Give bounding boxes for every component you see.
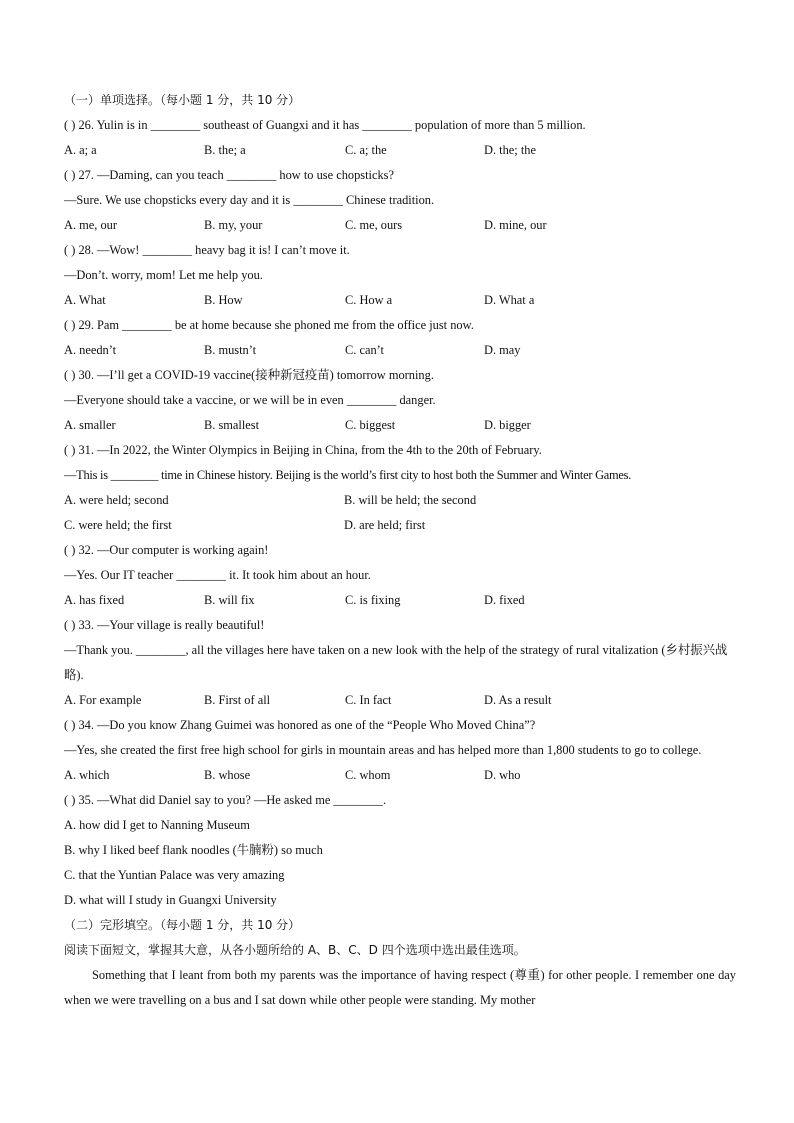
question-31-options-row1 [64,488,736,513]
option-a[interactable]: A. needn’t [64,343,117,357]
option-b[interactable]: B. why I liked beef flank noodles (牛腩粉) so much [64,843,323,857]
question-35-stem: ( ) 35. —What did Daniel say to you? —He asked me ________. [64,793,387,807]
section-2-instruction: 阅读下面短文，掌握其大意，从各小题所给的 A、B、C、D 四个选项中选出最佳选项。 [64,943,526,957]
option-c[interactable]: C. can’t [345,343,384,357]
option-a[interactable]: A. were held; second [64,493,169,507]
question-28-stem: ( ) 28. —Wow! ________ heavy bag it is! I can’t move it. [64,243,350,257]
option-c[interactable]: C. me, ours [345,218,403,232]
option-c[interactable]: C. were held; the first [64,518,172,532]
option-c[interactable]: C. that the Yuntian Palace was very amazing [64,868,285,882]
option-c[interactable]: C. biggest [345,418,396,432]
question-30-reply: —Everyone should take a vaccine, or we will be in even ________ danger. [64,393,436,407]
question-32-reply: —Yes. Our IT teacher ________ it. It took him about an hour. [64,568,371,582]
question-28-reply: —Don’t. worry, mom! Let me help you. [64,268,263,282]
option-b[interactable]: B. my, your [204,218,263,232]
option-d[interactable]: D. mine, our [484,218,547,232]
exam-page [64,88,736,1013]
question-27-stem: ( ) 27. —Daming, can you teach ________ how to use chopsticks? [64,168,395,182]
section-1-title: （一）单项选择。（每小题 1 分，共 10 分） [64,93,301,107]
question-34-reply: —Yes, she created the first free high school for girls in mountain areas and has helped more than 1,800 students to go to college. [64,743,702,757]
question-31-options-row2 [64,513,736,538]
option-a[interactable]: A. has fixed [64,593,125,607]
question-30-stem: ( ) 30. —I’ll get a COVID-19 vaccine(接种新冠疫苗) tomorrow morning. [64,368,434,382]
option-d[interactable]: D. bigger [484,418,531,432]
option-d[interactable]: D. may [484,343,521,357]
question-26-stem: ( ) 26. Yulin is in ________ southeast of Guangxi and it has ________ population of more than 5 million. [64,118,586,132]
question-33-reply: —Thank you. ________, all the villages here have taken on a new look with the help of the strategy of rural vitalization (乡村振兴战略). [64,643,728,682]
option-a[interactable]: A. For example [64,693,142,707]
question-32-stem: ( ) 32. —Our computer is working again! [64,543,269,557]
option-b[interactable]: B. First of all [204,693,271,707]
cloze-paragraph: Something that I leant from both my parents was the importance of having respect (尊重) for other people. I remember one day when we were travelling on a bus and I sat down while other people were standing. My mother [64,968,736,1007]
question-33-options [64,688,736,713]
question-34-options [64,763,736,788]
option-b[interactable]: B. will fix [204,593,255,607]
question-27-reply: —Sure. We use chopsticks every day and it is ________ Chinese tradition. [64,193,435,207]
option-a[interactable]: A. me, our [64,218,117,232]
option-a[interactable]: A. which [64,768,110,782]
option-c[interactable]: C. In fact [345,693,392,707]
question-32-options [64,588,736,613]
question-33-stem: ( ) 33. —Your village is really beautiful! [64,618,265,632]
option-d[interactable]: D. What a [484,293,535,307]
question-31-stem: ( ) 31. —In 2022, the Winter Olympics in Beijing in China, from the 4th to the 20th of February. [64,443,542,457]
option-a[interactable]: A. smaller [64,418,116,432]
option-d[interactable]: D. As a result [484,693,552,707]
question-27-options [64,213,736,238]
option-a[interactable]: A. What [64,293,106,307]
option-b[interactable]: B. whose [204,768,251,782]
option-c[interactable]: C. How a [345,293,393,307]
question-26-options [64,138,736,163]
question-28-options [64,288,736,313]
option-a[interactable]: A. how did I get to Nanning Museum [64,818,250,832]
option-d[interactable]: D. the; the [484,143,536,157]
option-d[interactable]: D. fixed [484,593,525,607]
option-b[interactable]: B. smallest [204,418,260,432]
option-b[interactable]: B. How [204,293,243,307]
question-34-stem: ( ) 34. —Do you know Zhang Guimei was honored as one of the “People Who Moved China”? [64,718,536,732]
option-b[interactable]: B. will be held; the second [344,493,477,507]
option-c[interactable]: C. a; the [345,143,387,157]
question-29-stem: ( ) 29. Pam ________ be at home because she phoned me from the office just now. [64,318,474,332]
option-b[interactable]: B. mustn’t [204,343,257,357]
option-c[interactable]: C. whom [345,768,391,782]
question-31-reply: —This is ________ time in Chinese history. Beijing is the world’s first city to host both the Summer and Winter Games. [64,468,632,482]
section-2-title: （二）完形填空。（每小题 1 分，共 10 分） [64,918,301,932]
question-30-options [64,413,736,438]
option-d[interactable]: D. are held; first [344,518,426,532]
question-29-options [64,338,736,363]
option-d[interactable]: D. who [484,768,521,782]
option-b[interactable]: B. the; a [204,143,246,157]
option-a[interactable]: A. a; a [64,143,97,157]
option-d[interactable]: D. what will I study in Guangxi University [64,893,277,907]
option-c[interactable]: C. is fixing [345,593,401,607]
